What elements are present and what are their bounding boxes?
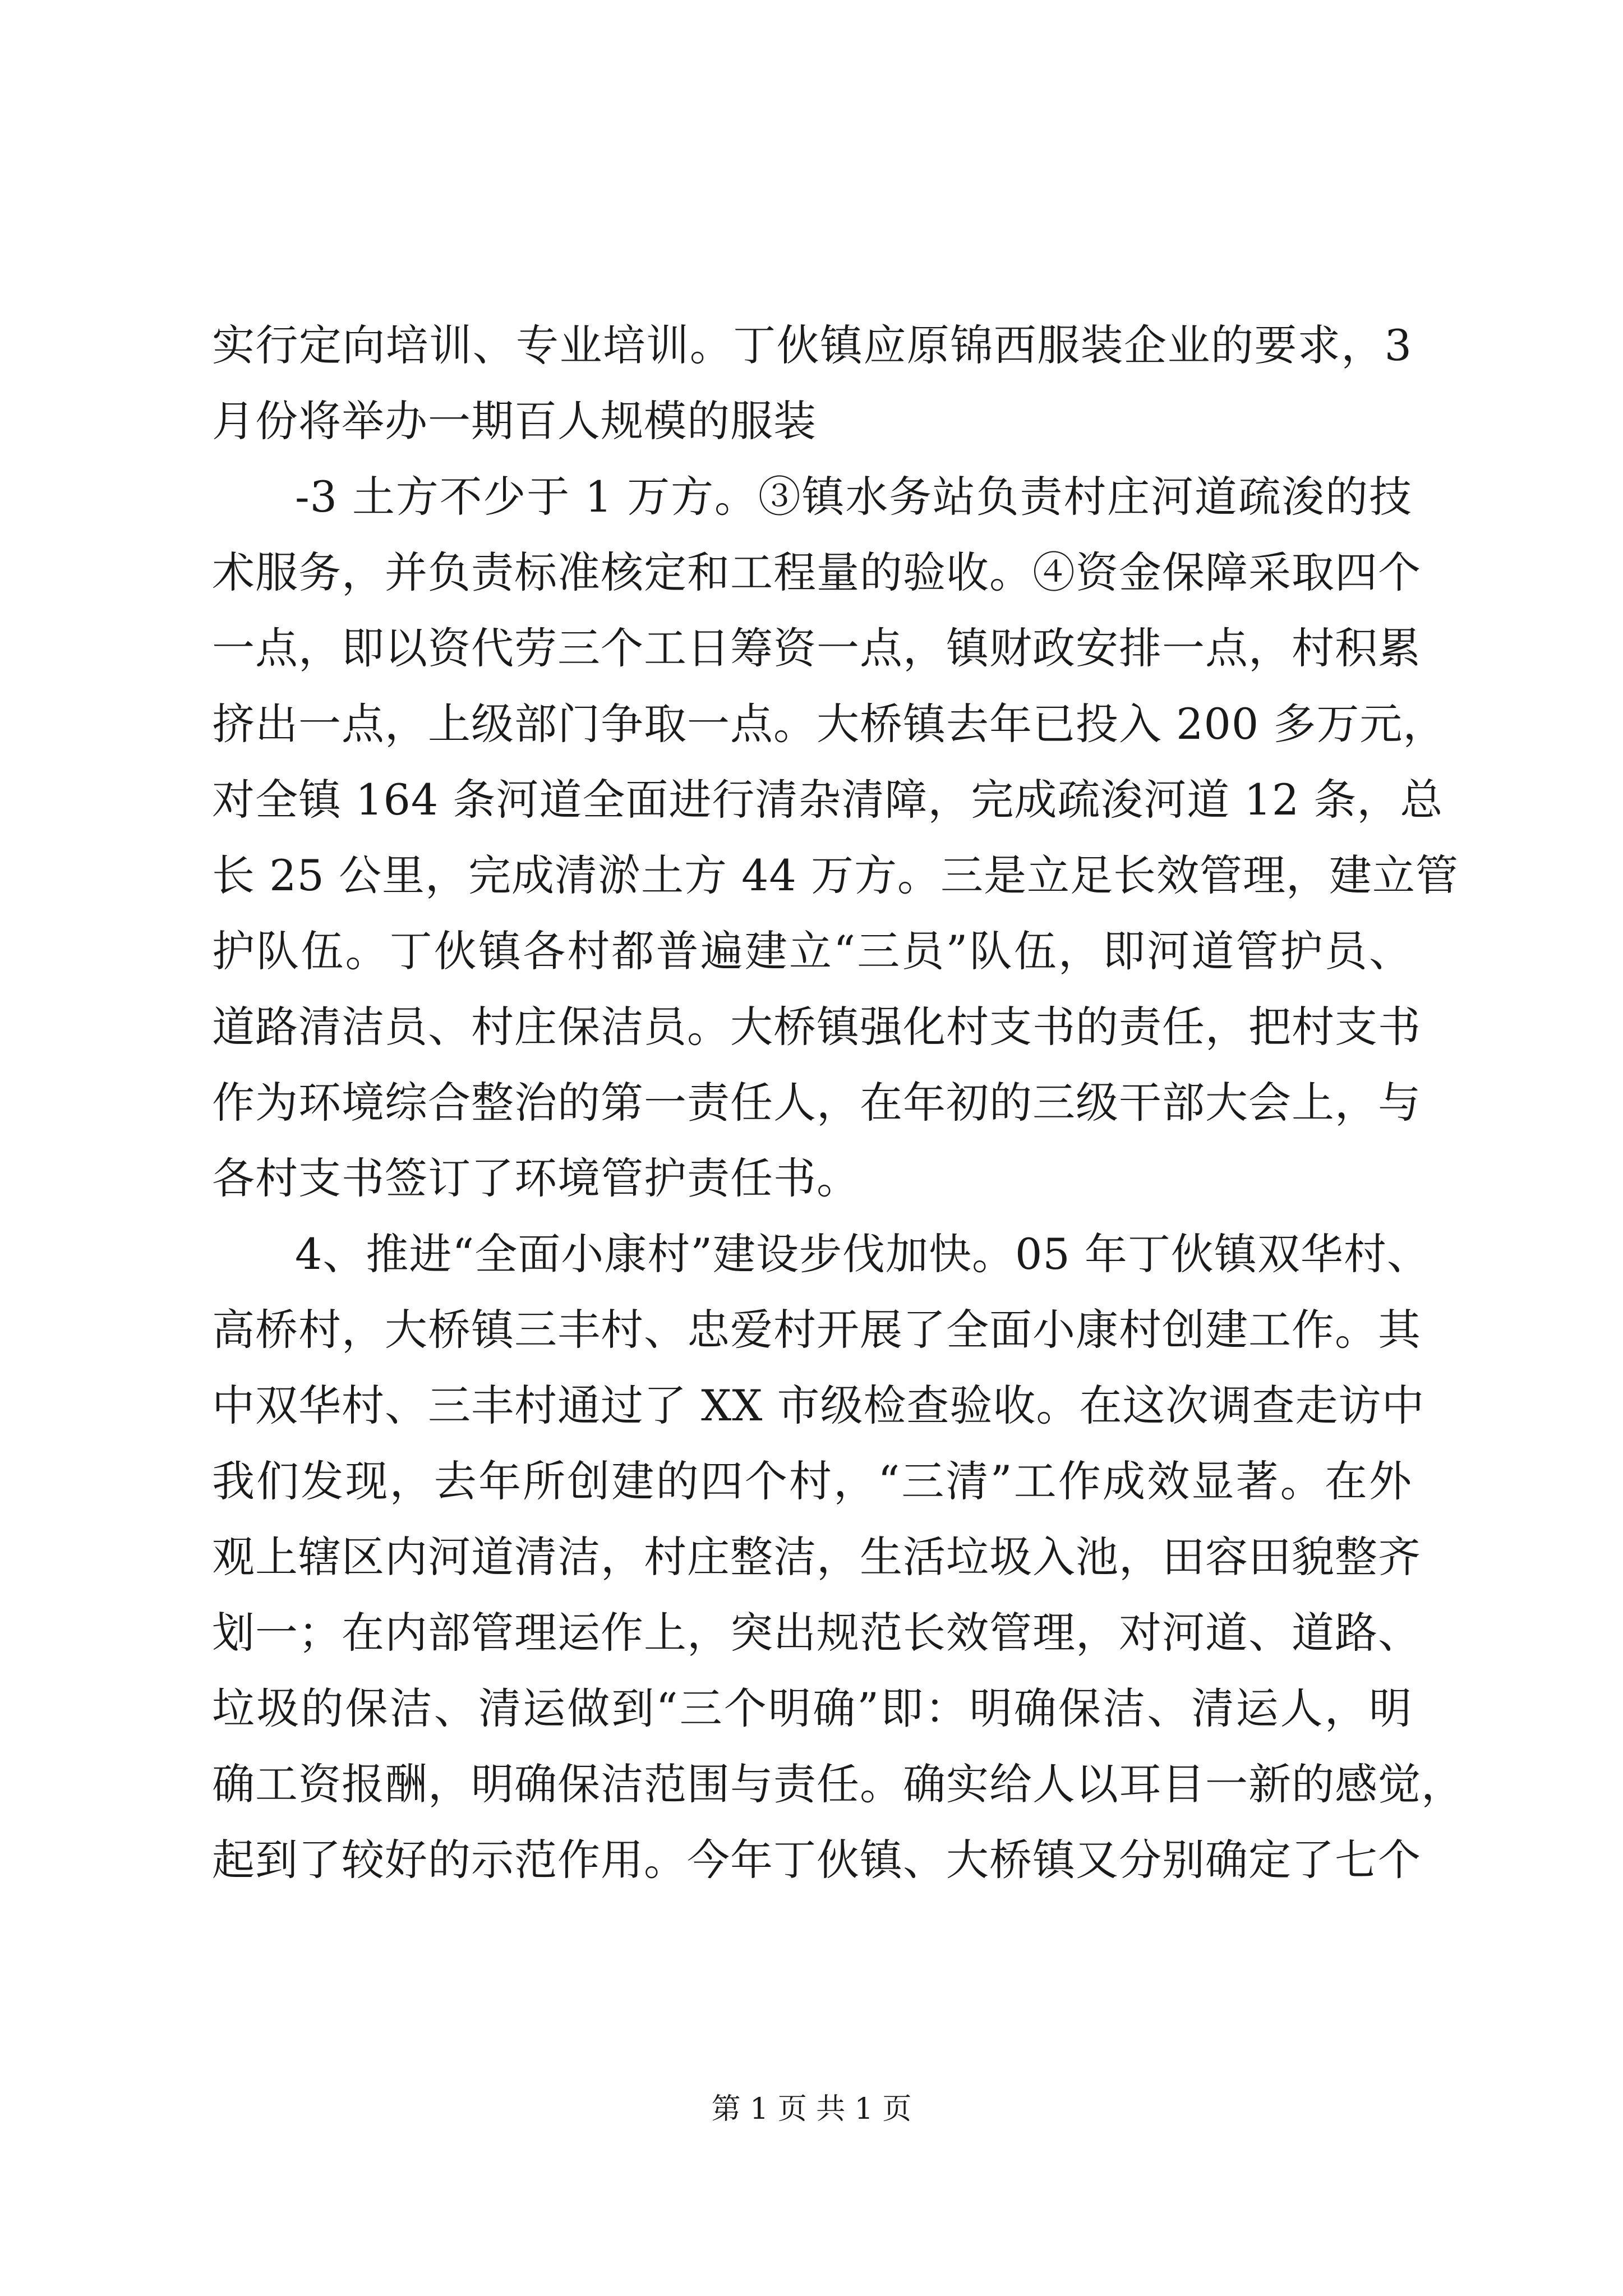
text-line: 垃圾的保洁、清运做到“三个明确”即：明确保洁、清运人，明 [212,1683,1412,1733]
text-line: 护队伍。丁伙镇各村都普遍建立“三员”队伍，即河道管护员、 [212,926,1412,976]
text-line: 我们发现，去年所创建的四个村，“三清”工作成效显著。在外 [212,1456,1412,1506]
text-line: -3 土方不少于 1 万方。③镇水务站负责村庄河道疏浚的技 [295,472,1412,522]
text-line: 作为环境综合整治的第一责任人，在年初的三级干部大会上，与 [212,1078,1421,1128]
text-line: 对全镇 164 条河道全面进行清杂清障，完成疏浚河道 12 条，总 [212,775,1444,825]
text-line: 起到了较好的示范作用。今年丁伙镇、大桥镇又分别确定了七个 [212,1835,1421,1885]
text-line: 月份将举办一期百人规模的服装 [212,396,817,446]
text-line: 挤出一点，上级部门争取一点。大桥镇去年已投入 200 多万元， [212,699,1446,749]
text-line: 术服务，并负责标准核定和工程量的验收。④资金保障采取四个 [212,547,1421,597]
page-number-footer: 第 1 页 共 1 页 [711,2092,912,2126]
text-line: 一点，即以资代劳三个工日筹资一点，镇财政安排一点，村积累 [212,623,1421,673]
text-line: 确工资报酬，明确保洁范围与责任。确实给人以耳目一新的感觉， [212,1759,1464,1809]
text-line: 实行定向培训、专业培训。丁伙镇应原锦西服装企业的要求，3 [212,320,1412,370]
document-body [212,307,1464,1898]
text-line: 道路清洁员、村庄保洁员。大桥镇强化村支书的责任，把村支书 [212,1002,1421,1052]
text-line: 高桥村，大桥镇三丰村、忠爱村开展了全面小康村创建工作。其 [212,1305,1421,1355]
text-line: 各村支书签订了环境管护责任书。 [212,1153,860,1203]
text-line: 长 25 公里，完成清淤土方 44 万方。三是立足长效管理，建立管 [212,850,1459,900]
text-line: 观上辖区内河道清洁，村庄整洁，生活垃圾入池，田容田貌整齐 [212,1532,1421,1582]
text-line: 划一；在内部管理运作上，突出规范长效管理，对河道、道路、 [212,1608,1421,1658]
text-line: 4、推进“全面小康村”建设步伐加快。05 年丁伙镇双华村、 [295,1229,1430,1279]
text-line: 中双华村、三丰村通过了 XX 市级检查验收。在这次调查走访中 [212,1381,1425,1430]
